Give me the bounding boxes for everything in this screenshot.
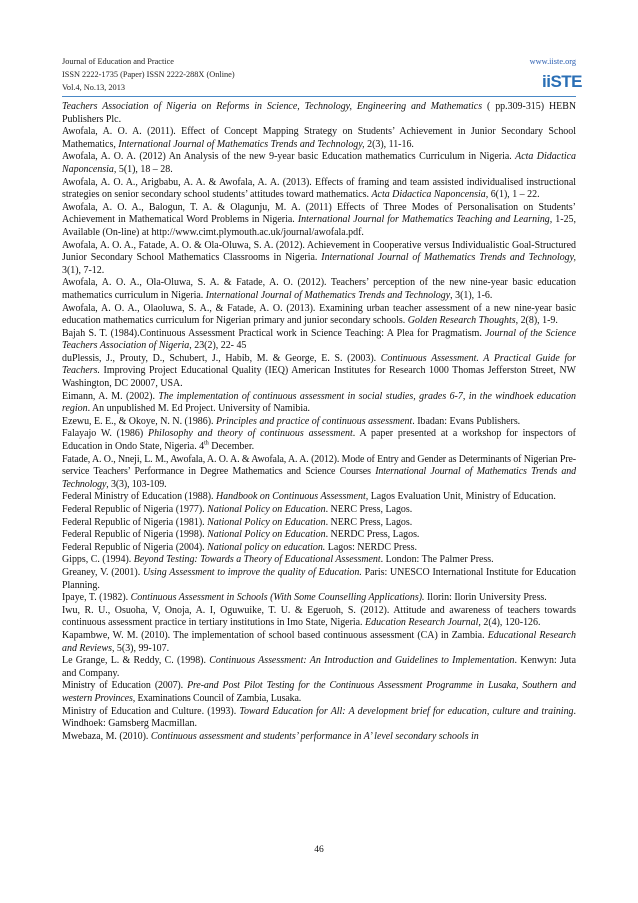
reference-item: Federal Republic of Nigeria (1977). National Policy on Education. NERC Press, Lagos. bbox=[62, 504, 413, 515]
reference-item: Le Grange, L. & Reddy, C. (1998). Continuous Assessment: An Introduction and Guidelines to Implementation. Kenwyn: Juta and Company. bbox=[62, 655, 576, 679]
reference-item: Awofala, A. O. A., Arigbabu, A. A. & Awofala, A. A. (2013). Effects of framing and team assisted individualised instructional strategies on senior secondary school students’ attitudes toward mathematics. Acta Didactica Naponcensia, 6(1), 1 – 22. bbox=[62, 176, 576, 201]
iiste-logo: iiSTE bbox=[542, 72, 583, 91]
journal-name: Journal of Education and Practice bbox=[62, 57, 174, 66]
volume-line: Vol.4, No.13, 2013 bbox=[62, 83, 125, 93]
reference-item: Falayajo W. (1986) Philosophy and theory of continuous assessment. A paper presented at a workshop for inspectors of Education in Ondo State, Nigeria. 4th December. bbox=[62, 428, 576, 453]
reference-item: Awofala, A. O. A. (2011). Effect of Concept Mapping Strategy on Students’ Achievement in Junior Secondary School Mathematics, International Journal of Mathematics Trends and Technology, 2(3), 11-16. bbox=[62, 126, 576, 150]
reference-item: Gipps, C. (1994). Beyond Testing: Towards a Theory of Educational Assessment. London: The Palmer Press. bbox=[62, 554, 494, 566]
reference-item: Federal Republic of Nigeria (1998). National Policy on Education. NERDC Press, Lagos. bbox=[62, 529, 420, 541]
reference-item: Federal Ministry of Education (1988). Handbook on Continuous Assessment, Lagos Evaluation Unit, Ministry of Education. bbox=[62, 491, 556, 503]
reference-item: Awofala, A. O. A., Ola-Oluwa, S. A. & Fatade, A. O. (2012). Teachers’ perception of the new nine-year basic education mathematics curriculum in Nigeria. International Journal of Mathematics Trends and Technology, 3(1), 1-6. bbox=[62, 277, 576, 301]
page-number: 46 bbox=[314, 845, 324, 855]
reference-item: Eimann, A. M. (2002). The implementation of continuous assessment in social studies, grades 6-7, in the windhoek education region. An unpublished M. Ed Project. University of Namibia. bbox=[62, 390, 576, 415]
issn-line: ISSN 2222-1735 (Paper) ISSN 2222-288X (Online) bbox=[62, 70, 235, 80]
reference-item: Ministry of Education and Culture. (1993). Toward Education for All: A development brief for education, culture and training. Windhoek: Gamsberg Macmillan. bbox=[62, 705, 576, 730]
reference-item: Greaney, V. (2001). Using Assessment to improve the quality of Education. Paris: UNESCO International Institute for Education Planning. bbox=[62, 566, 576, 591]
reference-item: Awofala, A. O. A., Balogun, T. A. & Olagunju, M. A. (2011) Effects of Three Modes of Personalisation on Students’ Achievement in Mathematical Word Problems in Nigeria. International Journal for Mathematics Teaching and Learning, 1-25, Available (On-line) at http://www.cimt.plymouth.ac.uk/journal/awofala.pdf. bbox=[62, 201, 577, 238]
reference-item: Mwebaza, M. (2010). Continuous assessment and students’ performance in A’ level secondary schools in bbox=[62, 730, 479, 742]
reference-item: Awofala, A. O. A. (2012) An Analysis of the new 9-year basic Education mathematics Curriculum in Nigeria. Acta Didactica Naponcensia, 5(1), 18 – 28. bbox=[62, 151, 576, 175]
header-rule bbox=[62, 96, 576, 97]
reference-item: duPlessis, J., Prouty, D., Schubert, J., Habib, M. & George, E. S. (2003). Continuous Assessment. A Practical Guide for Teachers. Improving Project Educational Quality (IEQ) American Institutes for Research 1000 Thomas Jefferston Street, NW Washington, DC 20007, USA. bbox=[62, 352, 576, 390]
reference-item: Ipaye, T. (1982). Continuous Assessment in Schools (With Some Counselling Applications). Ilorin: Ilorin University Press. bbox=[62, 592, 547, 604]
reference-item: Federal Republic of Nigeria (1981). National Policy on Education. NERC Press, Lagos. bbox=[62, 516, 413, 528]
reference-item: Kapambwe, W. M. (2010). The implementation of school based continuous assessment (CA) in Zambia. Educational Research and Reviews, 5(3), 99-107. bbox=[62, 629, 577, 654]
reference-item: Bajah S. T. (1984).Continuous Assessment Practical work in Science Teaching: A Plea for Pragmatism. Journal of the Science Teachers Association of Nigeria, 23(2), 22- 45 bbox=[62, 327, 576, 352]
reference-item: Ministry of Education (2007). Pre-and Post Pilot Testing for the Continuous Assessment Programme in Lusaka, Southern and western Provinces, Examinations Council of Zambia, Lusaka. bbox=[62, 680, 576, 704]
reference-item: Ezewu, E. E., & Okoye, N. N. (1986). Principles and practice of continuous assessment. Ibadan: Evans Publishers. bbox=[62, 415, 521, 427]
reference-item: Federal Republic of Nigeria (2004). National policy on education. Lagos: NERDC Press. bbox=[62, 541, 417, 553]
reference-list bbox=[62, 101, 576, 743]
reference-item: Iwu, R. U., Osuoha, V, Onoja, A. I, Oguwuike, T. U. & Egeruoh, S. (2012). Attitude and awareness of teachers towards continuous assessment practice in tertiary institutions in Imo State, Nigeria. Education Research Journal, 2(4), 120-126. bbox=[62, 604, 576, 629]
journal-url-link[interactable]: www.iiste.org bbox=[529, 57, 576, 66]
reference-item: Fatade, A. O., Nneji, L. M., Awofala, A. O. A. & Awofala, A. A. (2012). Mode of Entry and Gender as Determinants of Nigerian Pre-service Teachers’ Performance in Degree Mathematics and Science Courses International Journal of Mathematics Trends and Technology, 3(3), 103-109. bbox=[62, 453, 576, 490]
reference-item: Awofala, A. O. A., Fatade, A. O. & Ola-Oluwa, S. A. (2012). Achievement in Cooperative versus Individualistic Goal-Structured Junior Secondary School Mathematics Classrooms in Nigeria. International Journal of Mathematics Trends and Technology, 3(1), 7-12. bbox=[62, 239, 576, 276]
reference-item: Teachers Association of Nigeria on Reforms in Science, Technology, Engineering and Mathematics ( pp.309-315) HEBN Publishers Plc. bbox=[62, 101, 576, 125]
reference-item: Awofala, A. O. A., Olaoluwa, S. A., & Fatade, A. O. (2013). Examining urban teacher assessment of a new nine-year basic education mathematics curriculum for Nigerian primary and junior secondary schools. Golden Research Thoughts, 2(8), 1-9. bbox=[62, 302, 576, 327]
running-header bbox=[62, 55, 583, 95]
